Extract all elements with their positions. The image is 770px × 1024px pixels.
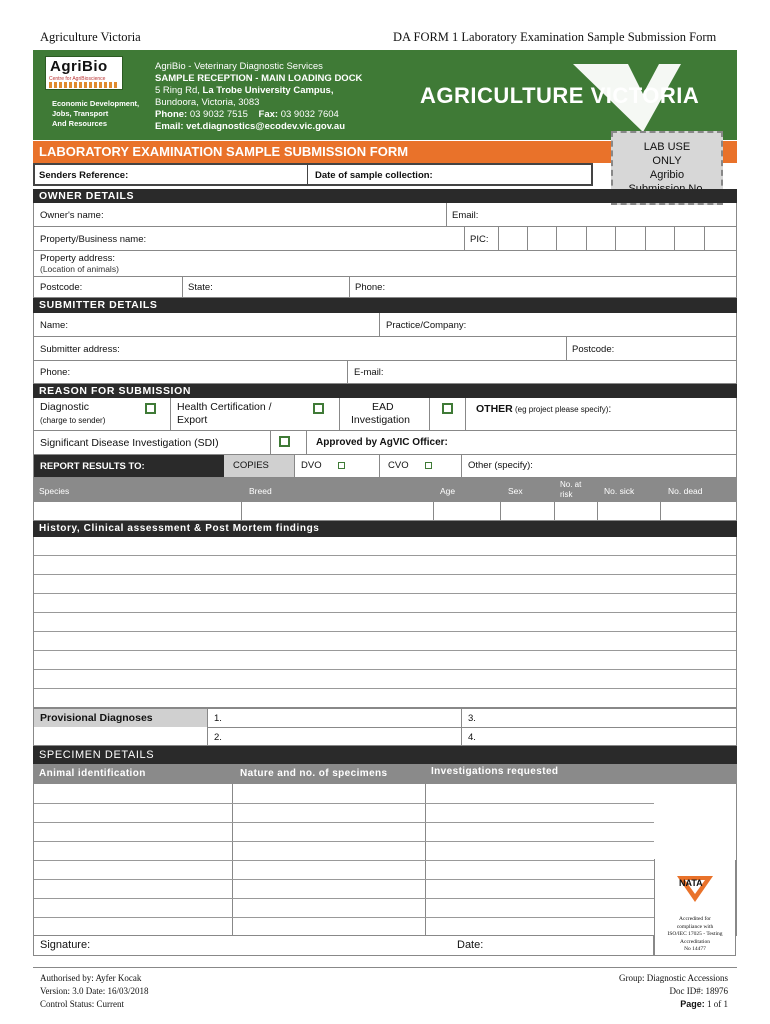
practice-company-field[interactable]: Practice/Company:: [386, 320, 467, 331]
specimen-section-title: SPECIMEN DETAILS: [33, 746, 737, 764]
submitter-email-field[interactable]: E-mail:: [354, 367, 384, 378]
submitter-name-row: [33, 313, 737, 337]
diagnostic-label: Diagnostic: [40, 401, 90, 413]
owner-name-row: [33, 203, 737, 227]
animal-data-row[interactable]: [33, 502, 737, 521]
submitter-section-title: SUBMITTER DETAILS: [33, 298, 737, 313]
nata-block: [654, 860, 736, 956]
header-org: Agriculture Victoria: [40, 30, 141, 44]
provisional-diagnoses-label: Provisional Diagnoses: [40, 712, 153, 724]
signature-row: [33, 936, 654, 956]
report-results-label: REPORT RESULTS TO:: [40, 461, 145, 472]
ead-label-1: EAD: [372, 401, 394, 413]
specimen-table-header: [33, 764, 737, 784]
nata-accreditation-text: Accredited for compliance with ISO/IEC 17025 - Testing Accreditation No 14477: [667, 916, 723, 952]
dvo-label: DVO: [301, 460, 322, 471]
animal-id-col: Animal identification: [39, 768, 146, 779]
reason-row: [33, 398, 737, 431]
cvo-checkbox[interactable]: [425, 462, 432, 469]
report-row: [33, 455, 737, 478]
owner-email-field[interactable]: Email:: [452, 210, 479, 221]
cvo-label: CVO: [388, 460, 409, 471]
diagnosis-1-field[interactable]: 1.: [214, 713, 222, 724]
submitter-phone-field[interactable]: Phone:: [40, 367, 71, 378]
footer-left: Authorised by: Ayfer Kocak Version: 3.0 Date: 16/03/2018 Control Status: Current: [40, 973, 149, 1009]
agriculture-victoria-logo: AGRICULTURE VICTORIA: [420, 83, 700, 108]
lab-use-box: LAB USE ONLY Agribio: [611, 131, 723, 205]
header-form-title: DA FORM 1 Laboratory Examination Sample Submission Form: [393, 30, 717, 44]
diagnoses-block: [33, 708, 737, 746]
animal-table-header: [33, 478, 737, 502]
nata-logo-text: NATA: [679, 878, 703, 888]
diagnostic-checkbox[interactable]: [145, 403, 156, 414]
collection-date-field[interactable]: Date of sample collection:: [315, 170, 433, 181]
property-address-row: [33, 251, 737, 277]
sick-col: No. sick: [604, 486, 635, 496]
sdi-label: Significant Disease Investigation (SDI): [40, 437, 219, 449]
submitter-name-field[interactable]: Name:: [40, 320, 68, 331]
investigations-col: Investigations requested: [431, 766, 559, 777]
at-risk-col-2: risk: [560, 490, 573, 499]
species-col: Species: [39, 486, 70, 496]
senders-reference-field[interactable]: Senders Reference:: [39, 170, 129, 181]
owner-name-field[interactable]: Owner's name:: [40, 210, 104, 221]
department-name: Economic Development, Jobs, Transport And Resources: [52, 99, 140, 128]
owner-state-field[interactable]: State:: [188, 282, 213, 293]
specimen-table[interactable]: [33, 784, 737, 936]
history-area[interactable]: [33, 537, 737, 708]
other-reason-field[interactable]: OTHER (eg project please specify):: [476, 403, 612, 415]
submitter-address-field[interactable]: Submitter address:: [40, 344, 120, 355]
history-section-title: History, Clinical assessment & Post Mortem findings: [33, 521, 737, 537]
agribio-tag: Centre for AgriBioscience: [49, 76, 106, 82]
dead-col: No. dead: [668, 486, 703, 496]
submitter-postcode-field[interactable]: Postcode:: [572, 344, 615, 355]
copies-label: COPIES: [233, 460, 269, 471]
senders-row: [33, 163, 593, 186]
property-address-hint: (Location of animals): [40, 264, 119, 274]
footer-divider: [33, 967, 737, 968]
footer-right: Group: Diagnostic Accessions Doc ID#: 18976 Page: 1 of 1: [619, 973, 728, 1009]
signature-field[interactable]: Signature:: [40, 939, 91, 951]
health-cert-checkbox[interactable]: [313, 403, 324, 414]
signature-date-field[interactable]: Date:: [457, 939, 484, 951]
approved-by-officer-field[interactable]: Approved by AgVIC Officer:: [316, 437, 448, 448]
agribio-logo: [45, 56, 123, 90]
diagnostic-hint: (charge to sender): [40, 416, 106, 425]
sdi-checkbox[interactable]: [279, 436, 290, 447]
ead-label-2: Investigation: [351, 414, 410, 426]
submitter-phone-row: [33, 361, 737, 384]
agribio-pattern: [49, 82, 119, 88]
diagnosis-2-field[interactable]: 2.: [214, 732, 222, 743]
breed-col: Breed: [249, 486, 272, 496]
owner-postcode-row: [33, 277, 737, 298]
owner-section-title: OWNER DETAILS: [33, 189, 737, 203]
diagnosis-3-field[interactable]: 3.: [468, 713, 476, 724]
other-recipient-field[interactable]: Other (specify):: [468, 460, 533, 471]
property-name-field[interactable]: Property/Business name:: [40, 234, 147, 245]
agribio-name: AgriBio: [50, 58, 108, 75]
submitter-address-row: [33, 337, 737, 361]
sdi-row: [33, 431, 737, 455]
sex-col: Sex: [508, 486, 523, 496]
reason-section-title: REASON FOR SUBMISSION: [33, 384, 737, 398]
property-address-field[interactable]: Property address:: [40, 253, 115, 264]
ead-checkbox[interactable]: [442, 403, 453, 414]
lab-address: AgriBio - Veterinary Diagnostic Services SAMPLE RECEPTION - MAIN LOADING DOCK 5 Ring Rd, La Trobe University Campus, Bundoora, Victoria, 3083 Phone: 03 9032 7515 Fax: 03 9032 7604 Email: vet.diagnostics@ecodev.vic.gov.au: [155, 61, 363, 132]
diagnosis-4-field[interactable]: 4.: [468, 732, 476, 743]
health-cert-label-1: Health Certification /: [177, 401, 272, 413]
pic-field[interactable]: PIC:: [470, 234, 489, 245]
property-row: [33, 227, 737, 251]
owner-postcode-field[interactable]: Postcode:: [40, 282, 83, 293]
age-col: Age: [440, 486, 456, 496]
form-title: LABORATORY EXAMINATION SAMPLE SUBMISSION FORM: [39, 144, 409, 159]
owner-phone-field[interactable]: Phone:: [355, 282, 386, 293]
nature-specimens-col: Nature and no. of specimens: [240, 768, 388, 779]
health-cert-label-2: Export: [177, 414, 208, 426]
dvo-checkbox[interactable]: [338, 462, 345, 469]
at-risk-col-1: No. at: [560, 480, 582, 489]
